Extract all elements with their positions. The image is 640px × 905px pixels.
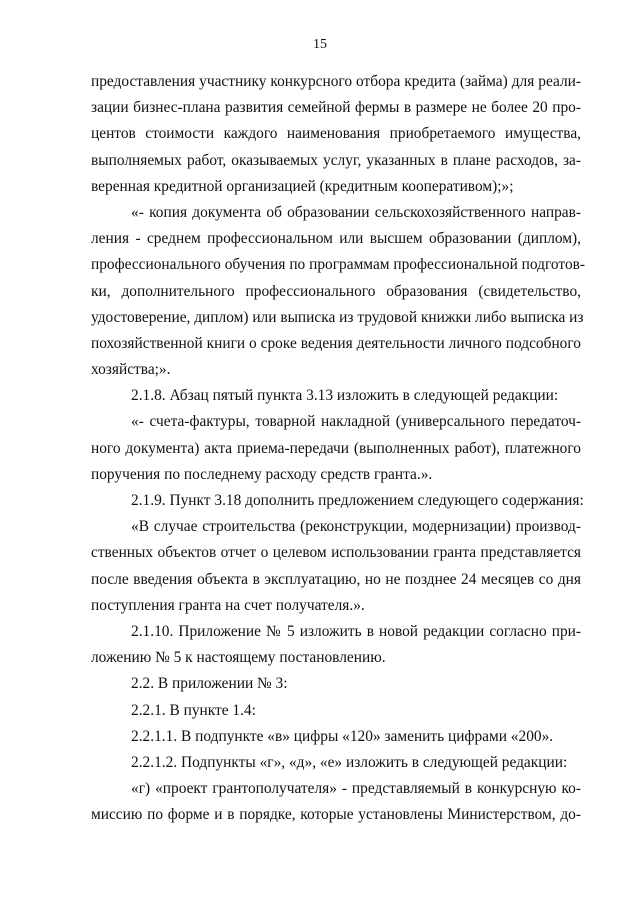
text-line: 2.1.9. Пункт 3.18 дополнить предложением следующего содержания:: [131, 492, 584, 509]
text-line: похозяйственной книги о сроке ведения деятельности личного подсобного: [91, 334, 581, 352]
page-number: 15: [313, 37, 327, 52]
text-line: ки, дополнительного профессионального образования (свидетельство,: [91, 282, 581, 300]
text-line: 2.2.1. В пункте 1.4:: [131, 701, 256, 719]
text-line: профессионального обучения по программам профессиональной подготов-: [91, 256, 586, 274]
document-body: [91, 69, 586, 828]
text-line: «В случае строительства (реконструкции, модернизации) производ-: [131, 518, 581, 536]
text-line: 2.1.10. Приложение № 5 изложить в новой редакции согласно при-: [131, 622, 581, 640]
text-line: 2.2. В приложении № 3:: [131, 675, 288, 693]
text-line: удостоверение, диплом) или выписка из трудовой книжки либо выписка из: [91, 308, 584, 326]
text-line: ственных объектов отчет о целевом использовании гранта представляется: [91, 544, 581, 562]
text-line: «г) «проект грантополучателя» - представляемый в конкурсную ко-: [131, 780, 581, 798]
text-line: ления - среднем профессиональном или высшем образовании (диплом),: [91, 230, 581, 248]
text-line: «- копия документа об образовании сельскохозяйственного направ-: [131, 203, 581, 221]
text-line: центов стоимости каждого наименования приобретаемого имущества,: [91, 125, 581, 143]
text-line: поручения по последнему расходу средств гранта.».: [91, 465, 433, 483]
text-line: миссию по форме и в порядке, которые установлены Министерством, до-: [91, 806, 581, 824]
text-line: поступления гранта на счет получателя.».: [91, 596, 365, 614]
text-line: выполняемых работ, оказываемых услуг, указанных в плане расходов, за-: [91, 151, 581, 169]
text-line: 2.2.1.2. Подпункты «г», «д», «е» изложить в следующей редакции:: [131, 753, 568, 771]
text-line: 2.2.1.1. В подпункте «в» цифры «120» заменить цифрами «200».: [131, 727, 554, 745]
text-line: после введения объекта в эксплуатацию, но не позднее 24 месяцев со дня: [91, 570, 581, 588]
text-line: ложению № 5 к настоящему постановлению.: [91, 649, 386, 667]
text-line: «- счета-фактуры, товарной накладной (универсального передаточ-: [131, 413, 581, 431]
text-line: предоставления участнику конкурсного отбора кредита (займа) для реали-: [91, 73, 581, 90]
text-line: 2.1.8. Абзац пятый пункта 3.13 изложить в следующей редакции:: [131, 387, 559, 405]
text-line: хозяйства;».: [91, 361, 171, 379]
text-line: зации бизнес-плана развития семейной фермы в размере не более 20 про-: [91, 99, 581, 117]
text-line: ного документа) акта приема-передачи (выполненных работ), платежного: [91, 439, 581, 457]
text-line: веренная кредитной организацией (кредитным кооперативом);»;: [91, 177, 514, 195]
